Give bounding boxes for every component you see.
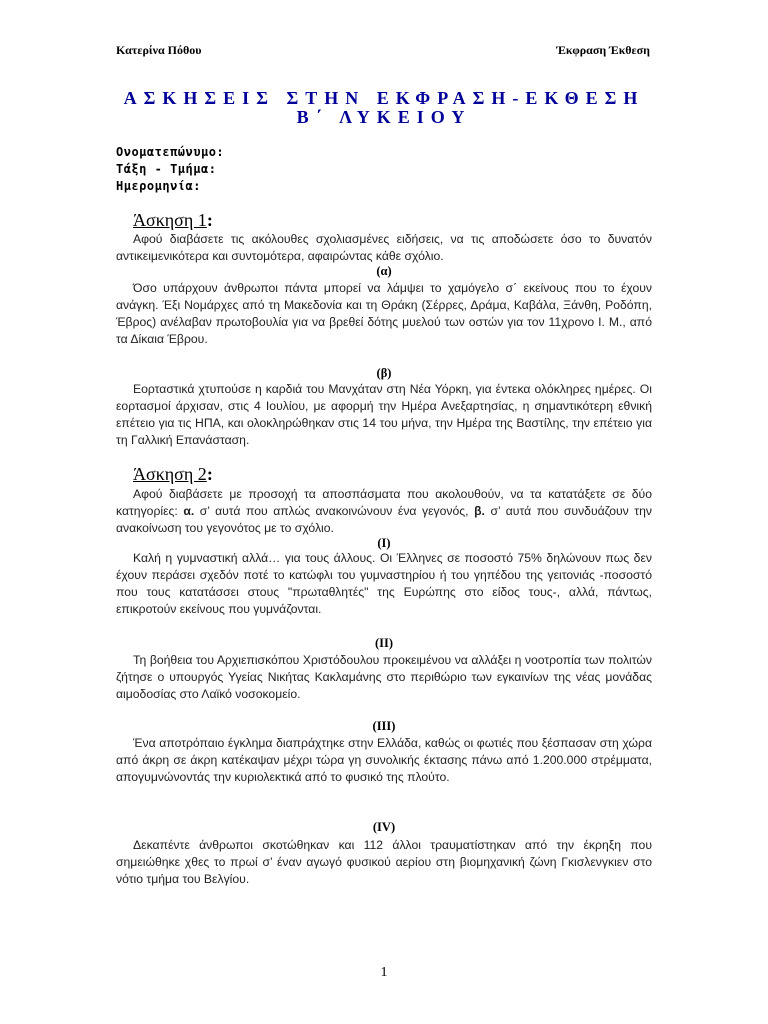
exercise-2-instructions: Αφού διαβάσετε με προσοχή τα αποσπάσματα που ακολουθούν, να τα κατατάξετε σε δύο κατηγορίες: α. σ’ αυτά που απλώς ανακοινώνουν ένα γεγονός, β. σ’ αυτά που συνδυάζουν την ανακοίνωση του γεγονότος με το σχόλιο.: [116, 487, 652, 536]
item-beta-text: Εορταστικά χτυπούσε η καρδιά του Μανχάταν στη Νέα Υόρκη, για έντεκα ολόκληρες ημέρες. Οι εορτασμοί άρχισαν, στις 4 Ιουλίου, με αφορμή την Ημέρα Ανεξαρτησίας, η σημαντικότερη εθνική επέτειο για τις ΗΠΑ, και ολοκληρώθηκαν στις 14 του μήνα, την Ημέρα της Βαστίλης, την επέτειο για τη Γαλλική Επανάσταση.: [116, 382, 652, 448]
item-III-label: (III): [372, 719, 396, 733]
item-I-text: Καλή η γυμναστική αλλά… για τους άλλους. Οι Έλληνες σε ποσοστό 75% δηλώνουν πως δεν έχουν περάσει σχεδόν ποτέ το κατώφλι του γυμναστηρίου ή του γηπέδου της γειτονιάς -ποσοστό που τους κατατάσσει στους "πρωταθλητές" της Ευρώπης στο είδος τους-, αλλά, πάντως, επικροτούν εκείνους που γυμνάζονται.: [116, 551, 652, 617]
item-I-label: (I): [377, 536, 391, 550]
class-field-label: Τάξη - Τμήμα:: [116, 162, 217, 176]
document-title: ΑΣΚΗΣΕΙΣ ΣΤΗΝ ΕΚΦΡΑΣΗ-ΕΚΘΕΣΗ: [123, 88, 645, 108]
item-IV-text: Δεκαπέντε άνθρωποι σκοτώθηκαν και 112 άλλοι τραυματίστηκαν από την έκρηξη που σημειώθηκε χθες το πρωί σ’ έναν αγωγό φυσικού αερίου στη βιομηχανική ζώνη Γκισλενγκιεν στο νότιο τμήμα του Βελγίου.: [116, 838, 652, 887]
item-II-text: Τη βοήθεια του Αρχιεπισκόπου Χριστόδουλου προκειμένου να αλλάξει η νοοτροπία των πολιτών ζήτησε ο υπουργός Υγείας Νικήτας Κακλαμάνης στο περιθώριο των εγκαινίων της νέας μονάδας αιμοδοσίας στο Λαϊκό νοσοκομείο.: [116, 653, 652, 702]
item-beta-label: (β): [376, 366, 392, 380]
header-subject: Έκφραση Έκθεση: [556, 43, 650, 57]
header-author: Κατερίνα Πόθου: [116, 43, 202, 57]
item-III-text: Ένα αποτρόπαιο έγκλημα διαπράχτηκε στην Ελλάδα, καθώς οι φωτιές που ξέσπασαν στη χώρα από άκρη σε άκρη κατέκαψαν μέχρι τώρα γη συνολικής έκτασης πάνω από 1.200.000 στρέμματα, απογυμνώνοντάς την κυριολεκτικά από το φυσικό της πλούτο.: [116, 736, 652, 785]
document-subtitle: Β΄ ΛΥΚΕΙΟΥ: [296, 107, 472, 127]
exercise-1-instructions: Αφού διαβάσετε τις ακόλουθες σχολιασμένες ειδήσεις, να τις αποδώσετε όσο το δυνατόν αντικειμενικότερα και συντομότερα, αφαιρώντας κάθε σχόλιο.: [116, 232, 652, 264]
item-II-label: (II): [374, 636, 394, 650]
name-field-label: Ονοματεπώνυμο:: [116, 145, 225, 159]
exercise-1-title: Άσκηση 1:: [133, 210, 213, 230]
date-field-label: Ημερομηνία:: [116, 179, 201, 193]
item-alpha-label: (α): [376, 264, 392, 278]
page-number: 1: [380, 965, 388, 980]
item-alpha-text: Όσο υπάρχουν άνθρωποι πάντα μπορεί να λάμψει το χαμόγελο σ΄ εκείνους που το έχουν ανάγκη. Έξι Νομάρχες από τη Μακεδονία και τη Θράκη (Σέρρες, Δράμα, Καβάλα, Ξάνθη, Ροδόπη, Έβρος) ανέλαβαν πρωτοβουλία για να βρεθεί δότης μυελού των οστών για τον 11χρονο Ι. Μ., από τα Δίκαια Έβρου.: [116, 281, 652, 347]
exercise-2-title: Άσκηση 2:: [133, 464, 213, 484]
item-IV-label: (IV): [372, 820, 396, 834]
